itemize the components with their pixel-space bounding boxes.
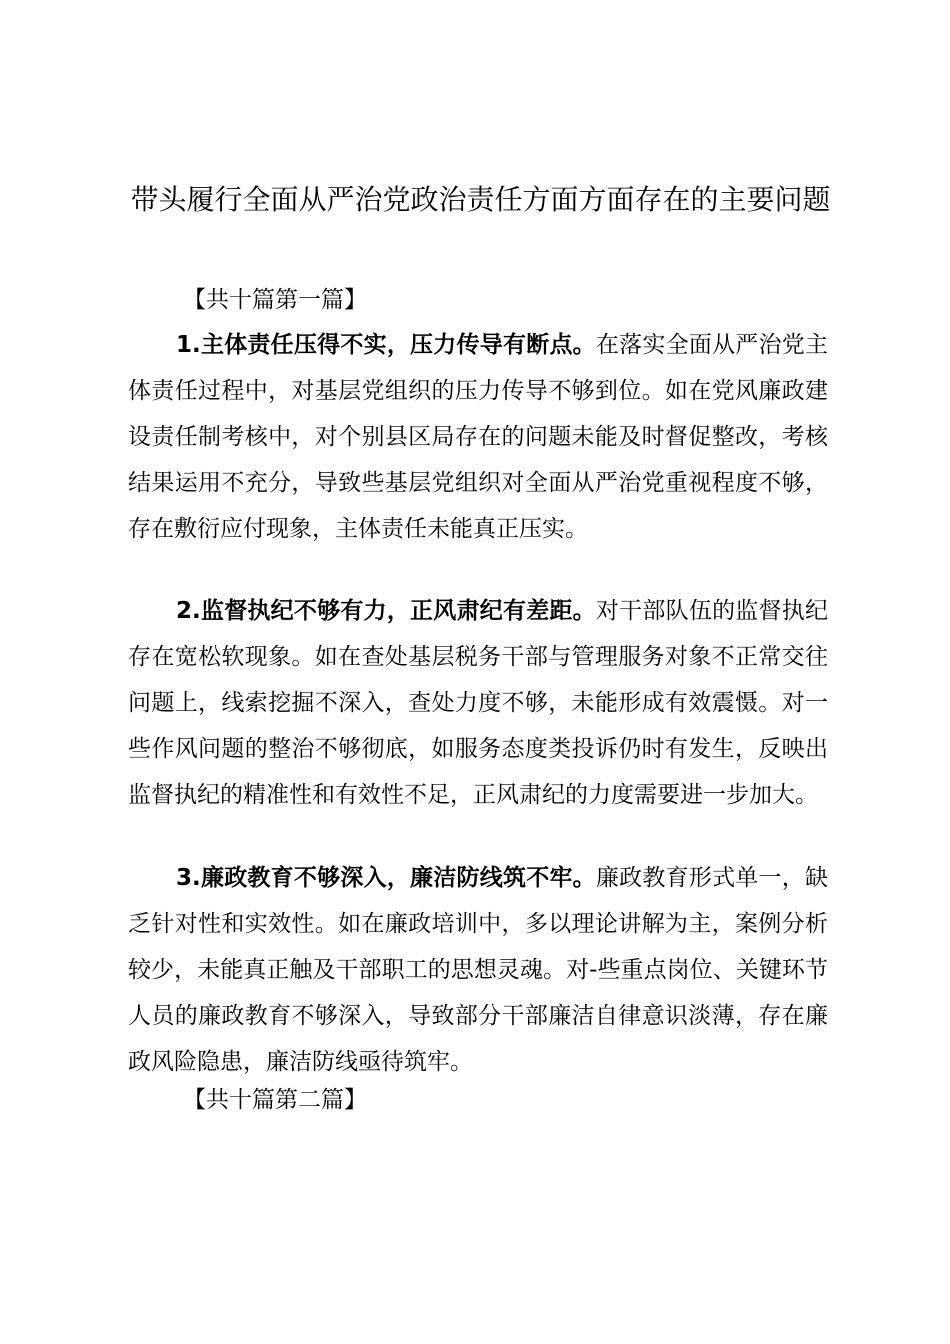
paragraph-item-3-body: 廉政教育形式单一，缺乏针对性和实效性。如在廉政培训中，多以理论讲解为主，案例分析较少，未能真正触及干部职工的思想灵魂。对-些重点岗位、关键环节人员的廉政教育不够深入，导致部分干部廉洁自律意识淡薄，存在廉政风险隐患，廉洁防线亟待筑牢。 xyxy=(128,865,829,1075)
paragraph-item-2 xyxy=(128,588,828,818)
paragraph-item-2-heading: 2.监督执纪不够有力，正风肃纪有差距。 xyxy=(176,598,596,624)
paragraph-item-1-heading: 1.主体责任压得不实，压力传导有断点。 xyxy=(176,332,596,358)
section-label-part-one: 【共十篇第一篇】 xyxy=(183,287,367,313)
paragraph-item-2-body: 对干部队伍的监督执纪存在宽松软现象。如在查处基层税务干部与管理服务对象不正常交往问题上，线索挖掘不深入，查处力度不够，未能形成有效震慑。对一些作风问题的整治不够彻底，如服务态度类投诉仍时有发生，反映出监督执纪的精准性和有效性不足，正风肃纪的力度需要进一步加大。 xyxy=(128,598,829,808)
document-title: 带头履行全面从严治党政治责任方面方面存在的主要问题 xyxy=(130,183,831,216)
paragraph-item-1 xyxy=(128,322,828,552)
section-label-part-two: 【共十篇第二篇】 xyxy=(183,1087,367,1113)
paragraph-item-1-body: 在落实全面从严治党主体责任过程中，对基层党组织的压力传导不够到位。如在党风廉政建设责任制考核中，对个别县区局存在的问题未能及时督促整改，考核结果运用不充分，导致些基层党组织对全面从严治党重视程度不够，存在敷衍应付现象，主体责任未能真正压实。 xyxy=(128,332,829,542)
paragraph-item-3 xyxy=(128,855,828,1085)
paragraph-item-3-heading: 3.廉政教育不够深入，廉洁防线筑不牢。 xyxy=(176,865,596,891)
